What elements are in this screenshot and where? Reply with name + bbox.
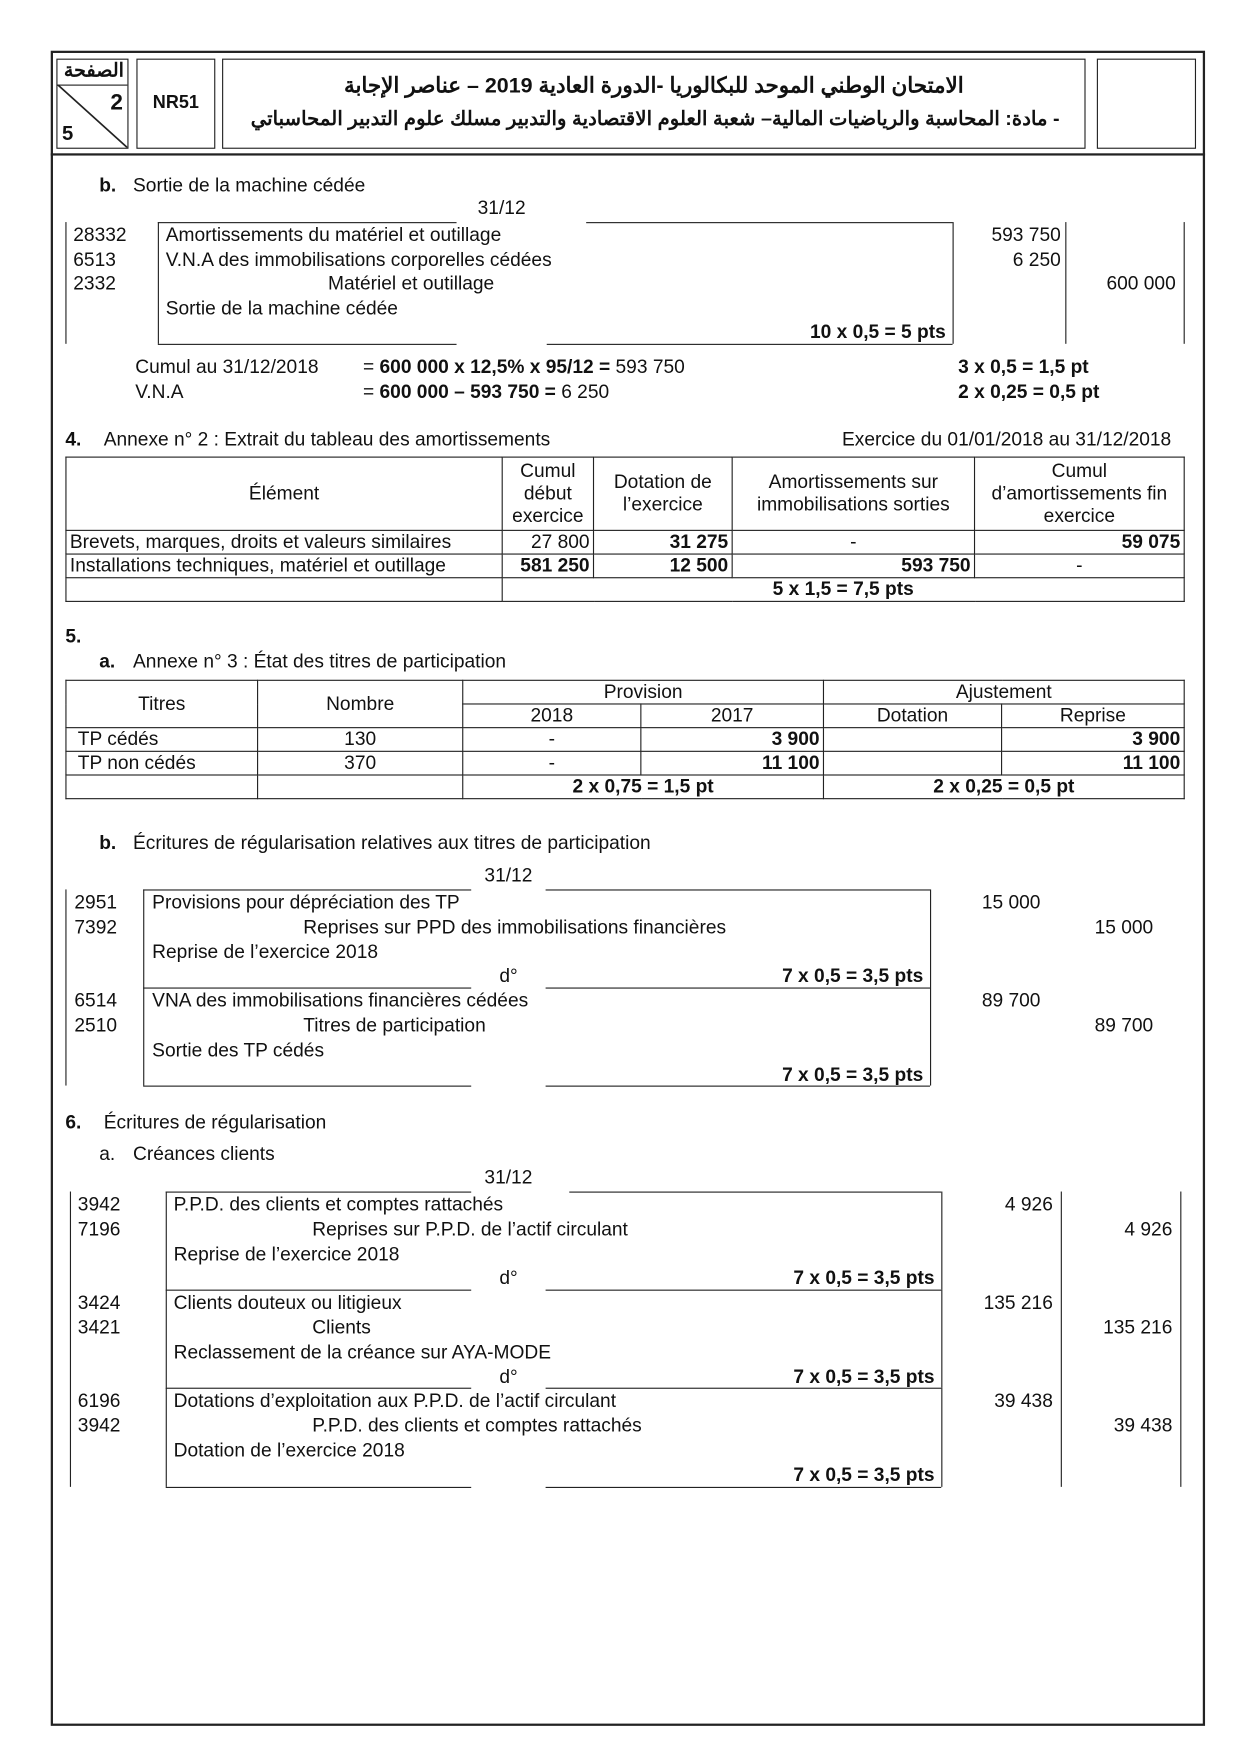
journal-line bbox=[546, 889, 930, 890]
debit-amount: 39 438 bbox=[994, 1390, 1053, 1412]
section-marker: b. bbox=[99, 831, 117, 854]
journal-date: 31/12 bbox=[477, 197, 526, 219]
journal-line bbox=[547, 344, 953, 345]
account-label: Matériel et outillage bbox=[328, 273, 495, 295]
entry-points: 10 x 0,5 = 5 pts bbox=[809, 321, 946, 344]
cell: 31 275 bbox=[594, 530, 733, 554]
entry-description: Reprise de l’exercice 2018 bbox=[152, 940, 379, 963]
account-label: P.P.D. des clients et comptes rattachés bbox=[173, 1193, 504, 1216]
account-number: 3421 bbox=[77, 1316, 121, 1339]
entry-description: Reprise de l’exercice 2018 bbox=[173, 1242, 400, 1265]
title-box bbox=[222, 59, 1085, 149]
header-cumul-debut: Cumul début exercice bbox=[502, 457, 593, 530]
cell: 11 100 bbox=[1002, 751, 1185, 775]
journal-line bbox=[143, 889, 471, 890]
calc-label: Cumul au 31/12/2018 bbox=[135, 356, 319, 378]
credit-amount: 89 700 bbox=[1094, 1014, 1154, 1036]
cell: 3 900 bbox=[641, 728, 824, 752]
journal-line bbox=[546, 1388, 942, 1389]
cell: 3 900 bbox=[1002, 728, 1185, 752]
entry-description: Sortie des TP cédés bbox=[152, 1039, 325, 1061]
calc-formula bbox=[363, 381, 609, 404]
exam-title: الامتحان الوطني الموحد للبكالوريا -الدورة العادية 2019 – عناصر الإجابة bbox=[343, 74, 964, 99]
debit-amount: 4 926 bbox=[1004, 1193, 1053, 1216]
header-cumul-fin: Cumul d’amortissements fin exercice bbox=[975, 457, 1185, 530]
cell: - bbox=[463, 728, 641, 752]
page-total: 5 bbox=[61, 121, 74, 145]
journal-column-line bbox=[65, 222, 66, 344]
result: 593 750 bbox=[610, 356, 685, 378]
journal-line bbox=[930, 988, 931, 1086]
journal-line bbox=[143, 889, 144, 987]
section-number: 4. bbox=[65, 428, 82, 450]
cell: Installations techniques, matériel et outillage bbox=[66, 554, 502, 578]
code-box bbox=[136, 59, 215, 149]
header-ajustement: Ajustement bbox=[823, 680, 1184, 704]
cell: - bbox=[732, 530, 974, 554]
account-label: Clients douteux ou litigieux bbox=[173, 1292, 402, 1314]
journal-column-line bbox=[1061, 1192, 1062, 1487]
journal-column-line bbox=[70, 1192, 71, 1487]
exam-subject: - مادة: المحاسبة والرياضيات المالية– شعبة العلوم الاقتصادية والتدبير مسلك علوم التدبير المحاسباتي bbox=[250, 107, 1060, 130]
account-label: Dotations d’exploitation aux P.P.D. de l’actif circulant bbox=[173, 1390, 617, 1412]
journal-line bbox=[586, 222, 952, 223]
section-marker: b. bbox=[99, 174, 117, 197]
table-row bbox=[66, 554, 1184, 578]
journal-column-line bbox=[1180, 1192, 1181, 1487]
journal-line bbox=[166, 1388, 167, 1486]
cell: 130 bbox=[258, 728, 463, 752]
section-number: 5. bbox=[65, 625, 82, 648]
eq: = bbox=[362, 356, 380, 378]
entry-points: 7 x 0,5 = 3,5 pts bbox=[793, 1267, 935, 1289]
ditto-mark: d° bbox=[499, 1365, 518, 1388]
cell: 12 500 bbox=[594, 554, 733, 578]
header-2017: 2017 bbox=[641, 704, 824, 728]
journal-date: 31/12 bbox=[484, 1166, 533, 1189]
points: 2 x 0,25 = 0,5 pt bbox=[958, 381, 1100, 403]
entry-points: 7 x 0,5 = 3,5 pts bbox=[782, 965, 924, 987]
entry-points: 7 x 0,5 = 3,5 pts bbox=[782, 1063, 924, 1086]
journal-line bbox=[546, 988, 930, 989]
page-number-box bbox=[56, 59, 128, 149]
page-number: 2 bbox=[110, 90, 123, 115]
journal-line bbox=[941, 1388, 942, 1486]
cell bbox=[258, 775, 463, 799]
credit-amount: 15 000 bbox=[1094, 916, 1154, 938]
journal-line bbox=[166, 1290, 167, 1388]
account-number: 3424 bbox=[77, 1292, 121, 1314]
journal-line bbox=[158, 222, 457, 223]
header-nombre: Nombre bbox=[258, 680, 463, 727]
section-title: Créances clients bbox=[133, 1143, 275, 1165]
points-row bbox=[66, 775, 1184, 799]
calc-formula bbox=[363, 356, 685, 379]
table-header-row bbox=[66, 680, 1184, 704]
journal-line bbox=[166, 1486, 471, 1487]
header-titres: Titres bbox=[66, 680, 258, 727]
header-reprise: Reprise bbox=[1002, 704, 1185, 728]
section-title: Sortie de la machine cédée bbox=[133, 174, 366, 197]
cell: 11 100 bbox=[641, 751, 824, 775]
section-title: Annexe n° 3 : État des titres de participation bbox=[133, 650, 507, 672]
account-number: 7196 bbox=[77, 1218, 121, 1240]
credit-amount: 39 438 bbox=[1113, 1414, 1173, 1437]
points: 2 x 0,75 = 1,5 pt bbox=[463, 775, 824, 799]
account-label: Reprises sur P.P.D. de l’actif circulant bbox=[312, 1218, 628, 1240]
header-dotation: Dotation de l’exercice bbox=[594, 457, 733, 530]
cell bbox=[66, 578, 502, 602]
account-label: P.P.D. des clients et comptes rattachés bbox=[312, 1414, 642, 1437]
exam-code: NR51 bbox=[152, 93, 199, 113]
table-row bbox=[66, 751, 1184, 775]
depreciation-table bbox=[65, 457, 1184, 602]
cell: 370 bbox=[258, 751, 463, 775]
section-title: Annexe n° 2 : Extrait du tableau des amortissements bbox=[103, 428, 551, 450]
section-marker: a. bbox=[99, 650, 116, 672]
account-number: 3942 bbox=[77, 1193, 121, 1216]
points: 5 x 1,5 = 7,5 pts bbox=[502, 578, 1184, 602]
section-marker: a. bbox=[99, 1143, 116, 1165]
journal-line bbox=[546, 1486, 942, 1487]
account-label: Titres de participation bbox=[303, 1014, 486, 1036]
result: 6 250 bbox=[555, 381, 610, 403]
cell bbox=[823, 751, 1001, 775]
debit-amount: 135 216 bbox=[983, 1292, 1053, 1314]
account-number: 6196 bbox=[77, 1390, 121, 1412]
credit-amount: 135 216 bbox=[1103, 1316, 1173, 1339]
account-number: 6514 bbox=[74, 989, 118, 1012]
account-number: 6513 bbox=[73, 248, 116, 271]
journal-column-line bbox=[65, 889, 66, 1086]
journal-line bbox=[953, 222, 954, 344]
journal-line bbox=[941, 1290, 942, 1388]
section-number: 6. bbox=[65, 1111, 82, 1133]
journal-column-line bbox=[1184, 222, 1185, 344]
account-label: V.N.A des immobilisations corporelles cédées bbox=[165, 248, 552, 271]
entry-description: Reclassement de la créance sur AYA-MODE bbox=[173, 1341, 551, 1363]
table-header-row bbox=[66, 457, 1184, 530]
account-label: Provisions pour dépréciation des TP bbox=[152, 891, 460, 914]
journal-line bbox=[143, 988, 144, 1086]
points: 2 x 0,25 = 0,5 pt bbox=[823, 775, 1184, 799]
account-number: 3942 bbox=[77, 1414, 121, 1437]
credit-amount: 4 926 bbox=[1124, 1218, 1173, 1240]
account-number: 2332 bbox=[73, 273, 116, 295]
journal-date: 31/12 bbox=[484, 864, 533, 887]
participation-table bbox=[65, 680, 1184, 799]
entry-description: Dotation de l’exercice 2018 bbox=[173, 1439, 405, 1461]
formula: 600 000 – 593 750 = bbox=[379, 381, 556, 403]
cell: TP cédés bbox=[66, 728, 258, 752]
account-number: 7392 bbox=[74, 916, 118, 938]
points: 3 x 0,5 = 1,5 pt bbox=[958, 356, 1089, 378]
account-number: 28332 bbox=[73, 224, 127, 246]
table-row bbox=[66, 728, 1184, 752]
cell: - bbox=[463, 751, 641, 775]
cell: 27 800 bbox=[502, 530, 593, 554]
period: Exercice du 01/01/2018 au 31/12/2018 bbox=[841, 428, 1172, 450]
debit-amount: 15 000 bbox=[981, 891, 1041, 914]
debit-amount: 6 250 bbox=[1012, 248, 1061, 271]
points-row bbox=[66, 578, 1184, 602]
journal-line bbox=[143, 1086, 471, 1087]
table-row bbox=[66, 530, 1184, 554]
page-label: الصفحة bbox=[63, 59, 124, 82]
header-2018: 2018 bbox=[463, 704, 641, 728]
header-element: Élément bbox=[66, 457, 502, 530]
journal-column-line bbox=[1065, 222, 1066, 344]
journal-line bbox=[158, 344, 457, 345]
account-label: VNA des immobilisations financières cédées bbox=[152, 989, 529, 1012]
account-label: Reprises sur PPD des immobilisations financières bbox=[303, 916, 727, 938]
formula: 600 000 x 12,5% x 95/12 = bbox=[379, 356, 611, 378]
journal-line bbox=[546, 1290, 942, 1291]
cell: TP non cédés bbox=[66, 751, 258, 775]
cell: - bbox=[975, 554, 1185, 578]
header-provision: Provision bbox=[463, 680, 824, 704]
eq: = bbox=[362, 381, 380, 403]
journal-line bbox=[546, 1086, 930, 1087]
journal-line bbox=[143, 988, 471, 989]
calc-label: V.N.A bbox=[135, 381, 184, 403]
journal-line bbox=[166, 1290, 471, 1291]
cell bbox=[66, 775, 258, 799]
section-title: Écritures de régularisation bbox=[103, 1111, 327, 1133]
journal-line bbox=[166, 1388, 471, 1389]
account-label: Amortissements du matériel et outillage bbox=[165, 224, 502, 246]
journal-line bbox=[941, 1192, 942, 1290]
journal-line bbox=[158, 222, 159, 344]
header-amort-sorties: Amortissements sur immobilisations sorties bbox=[732, 457, 974, 530]
header-divider bbox=[51, 153, 1205, 155]
journal-line bbox=[569, 1192, 941, 1193]
journal-line bbox=[166, 1192, 167, 1290]
empty-box bbox=[1097, 59, 1196, 149]
ditto-mark: d° bbox=[499, 965, 518, 987]
account-number: 2951 bbox=[74, 891, 118, 914]
cell: 581 250 bbox=[502, 554, 593, 578]
entry-points: 7 x 0,5 = 3,5 pts bbox=[793, 1464, 935, 1486]
cell: 59 075 bbox=[975, 530, 1185, 554]
cell: 593 750 bbox=[732, 554, 974, 578]
entry-description: Sortie de la machine cédée bbox=[165, 297, 398, 319]
debit-amount: 593 750 bbox=[991, 224, 1061, 246]
ditto-mark: d° bbox=[499, 1267, 518, 1289]
account-number: 2510 bbox=[74, 1014, 118, 1036]
entry-points: 7 x 0,5 = 3,5 pts bbox=[793, 1365, 935, 1388]
journal-line bbox=[166, 1192, 471, 1193]
credit-amount: 600 000 bbox=[1106, 273, 1176, 295]
debit-amount: 89 700 bbox=[981, 989, 1041, 1012]
journal-line bbox=[930, 889, 931, 987]
header-dotation: Dotation bbox=[823, 704, 1001, 728]
account-label: Clients bbox=[312, 1316, 371, 1339]
cell bbox=[823, 728, 1001, 752]
section-title: Écritures de régularisation relatives aux titres de participation bbox=[133, 831, 651, 854]
cell: Brevets, marques, droits et valeurs similaires bbox=[66, 530, 502, 554]
